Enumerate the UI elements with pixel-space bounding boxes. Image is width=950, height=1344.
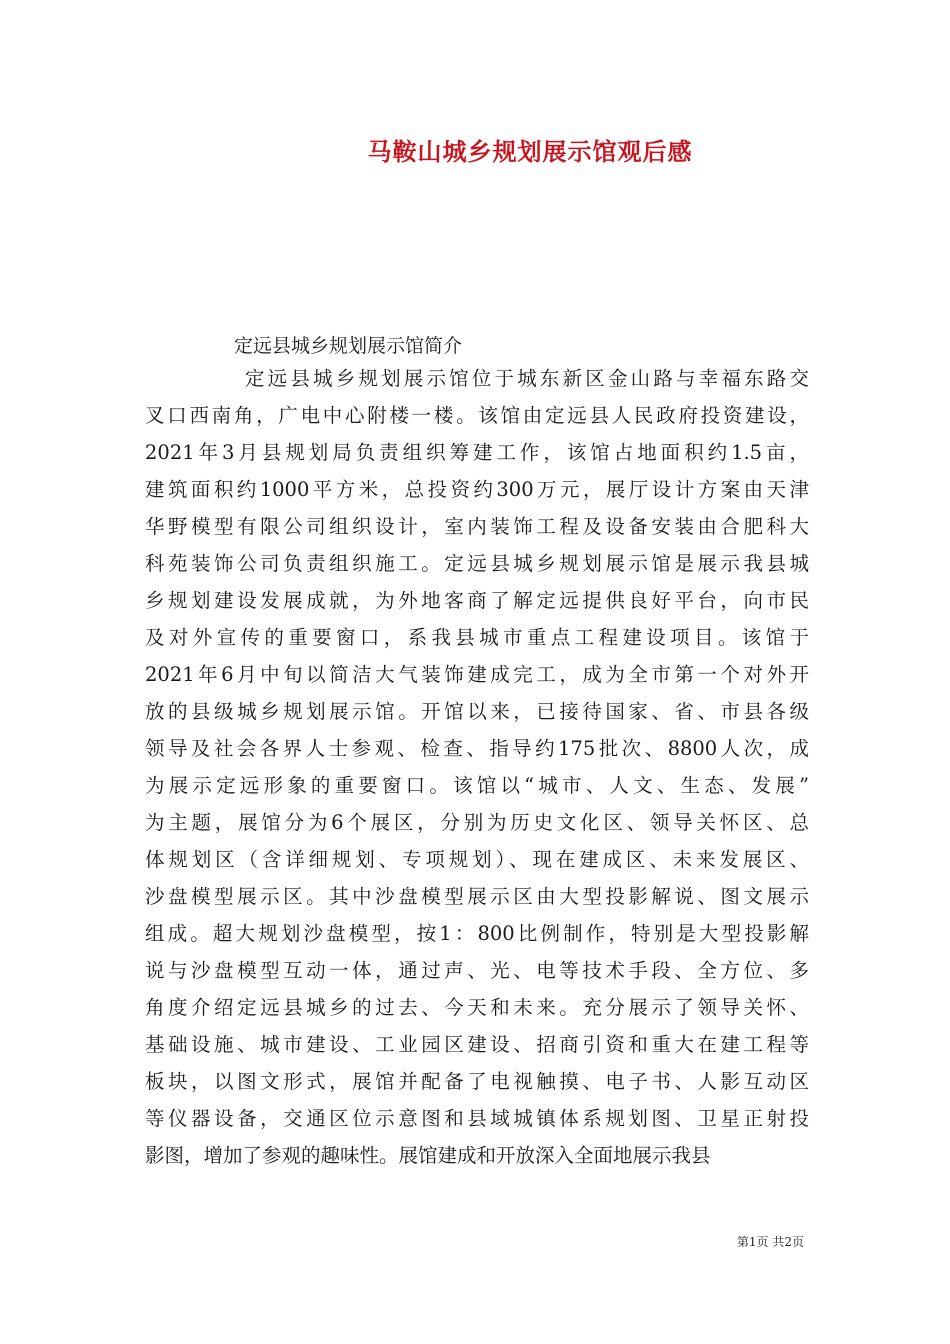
section-heading: 定远县城乡规划展示馆简介 [234, 335, 463, 357]
paragraph-line: 乡规划建设发展成就，为外地客商了解定远提供良好平台，向市民 [145, 589, 809, 612]
paragraph-line: 为主题，展馆分为6个展区，分别为历史文化区、领导关怀区、总 [145, 811, 809, 834]
paragraph-line: 等仪器设备，交通区位示意图和县域城镇体系规划图、卫星正射投 [145, 1107, 809, 1130]
paragraph-line: 组成。超大规划沙盘模型，按1：800比例制作，特别是大型投影解 [145, 922, 809, 945]
paragraph-line: 叉口西南角，广电中心附楼一楼。该馆由定远县人民政府投资建设， [145, 404, 809, 427]
page-number: 第1页 共2页 [736, 1235, 804, 1249]
paragraph-line: 华野模型有限公司组织设计，室内装饰工程及设备安装由合肥科大 [145, 515, 809, 538]
paragraph-line: 领导及社会各界人士参观、检查、指导约175批次、8800人次，成 [145, 737, 809, 760]
paragraph-line: 及对外宣传的重要窗口，系我县城市重点工程建设项目。该馆于 [145, 626, 809, 649]
paragraph-line: 2021年6月中旬以简洁大气装饰建成完工，成为全市第一个对外开 [145, 663, 809, 686]
body-paragraph [145, 360, 809, 1174]
paragraph-line: 定远县城乡规划展示馆位于城东新区金山路与幸福东路交 [245, 367, 809, 390]
paragraph-line: 放的县级城乡规划展示馆。开馆以来，已接待国家、省、市县各级 [145, 700, 809, 723]
paragraph-line: 基础设施、城市建设、工业园区建设、招商引资和重大在建工程等 [145, 1033, 809, 1056]
paragraph-line: 说与沙盘模型互动一体，通过声、光、电等技术手段、全方位、多 [145, 959, 809, 982]
paragraph-line: 为展示定远形象的重要窗口。该馆以“城市、人文、生态、发展” [145, 774, 809, 797]
paragraph-line: 沙盘模型展示区。其中沙盘模型展示区由大型投影解说、图文展示 [145, 885, 809, 908]
paragraph-line: 角度介绍定远县城乡的过去、今天和未来。充分展示了领导关怀、 [145, 996, 809, 1019]
document-title: 马鞍山城乡规划展示馆观后感 [367, 137, 693, 166]
paragraph-line: 体规划区（含详细规划、专项规划）、现在建成区、未来发展区、 [145, 848, 809, 871]
paragraph-line: 建筑面积约1000平方米，总投资约300万元，展厅设计方案由天津 [145, 478, 809, 501]
paragraph-line: 科苑装饰公司负责组织施工。定远县城乡规划展示馆是展示我县城 [145, 552, 809, 575]
paragraph-line: 2021年3月县规划局负责组织筹建工作，该馆占地面积约1.5亩， [145, 441, 809, 464]
paragraph-line: 影图，增加了参观的趣味性。展馆建成和开放深入全面地展示我县 [145, 1144, 711, 1167]
paragraph-line: 板块，以图文形式，展馆并配备了电视触摸、电子书、人影互动区 [145, 1070, 809, 1093]
